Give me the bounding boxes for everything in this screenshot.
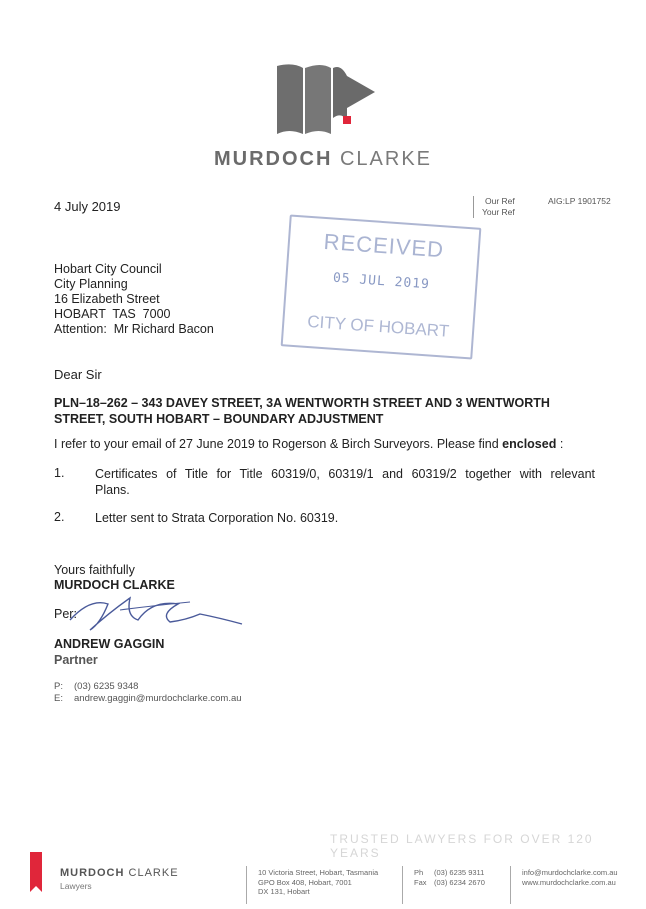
footer-logo-icon — [30, 852, 42, 892]
stamp-title: RECEIVED — [322, 228, 445, 263]
footer-tagline: TRUSTED LAWYERS FOR OVER 120 YEARS — [330, 832, 594, 860]
footer-phones — [414, 868, 485, 887]
subject-line-2: STREET, SOUTH HOBART – BOUNDARY ADJUSTMENT — [54, 412, 384, 426]
per-label: Per: — [54, 607, 77, 621]
address-line: Hobart City Council — [54, 262, 162, 276]
received-stamp — [281, 214, 482, 359]
footer-divider — [402, 866, 403, 904]
footer-address-line: GPO Box 408, Hobart, 7001 — [258, 877, 352, 887]
subject-heading — [54, 395, 594, 427]
footer-brand — [60, 867, 179, 879]
address-line: HOBART TAS 7000 — [54, 307, 171, 321]
subject-line-1: PLN–18–262 – 343 DAVEY STREET, 3A WENTWORTH STREET AND 3 WENTWORTH — [54, 396, 550, 410]
footer-brand-sub: Lawyers — [60, 881, 92, 891]
letter-date: 4 July 2019 — [54, 199, 121, 214]
footer-divider — [510, 866, 511, 904]
address-line: 16 Elizabeth Street — [54, 292, 160, 306]
footer-address — [258, 868, 378, 897]
signer-role: Partner — [54, 653, 98, 667]
intro-end: : — [556, 437, 564, 451]
footer-address-line: 10 Victoria Street, Hobart, Tasmania — [258, 868, 379, 877]
intro-paragraph — [54, 437, 599, 451]
letterhead-brand — [0, 148, 646, 171]
contact-details — [54, 681, 242, 705]
footer-fax: (03) 6234 2670 — [434, 877, 485, 887]
footer-fax-label: Fax — [414, 877, 427, 887]
closing-firm: MURDOCH CLARKE — [54, 578, 175, 592]
list-item-number: 1. — [54, 466, 65, 480]
brand-bold: MURDOCH — [213, 148, 333, 170]
brand-light: CLARKE — [339, 148, 433, 170]
footer-web — [522, 868, 618, 887]
stamp-date: 05 JUL 2019 — [332, 270, 431, 293]
footer-ph: (03) 6235 9311 — [434, 868, 485, 877]
salutation: Dear Sir — [54, 367, 102, 382]
email-label: E: — [54, 693, 63, 704]
book-logo-icon — [275, 62, 380, 142]
footer-brand-bold: MURDOCH — [60, 867, 125, 879]
signer-name: ANDREW GAGGIN — [54, 637, 165, 651]
footer-email: info@murdochclarke.com.au — [522, 868, 618, 877]
reference-labels — [473, 196, 515, 218]
list-item-line: Letter sent to Strata Corporation No. 60319. — [95, 511, 339, 525]
list-item — [95, 510, 595, 526]
our-ref-value: AIG:LP 1901752 — [548, 196, 611, 206]
recipient-address — [54, 262, 214, 337]
your-ref-label: Your Ref — [482, 207, 515, 217]
intro-text: I refer to your email of 27 June 2019 to Rogerson & Birch Surveyors. Please find — [54, 437, 503, 451]
valediction: Yours faithfully — [54, 563, 135, 577]
list-item-number: 2. — [54, 510, 65, 524]
closing-block — [54, 563, 175, 593]
signature-icon — [60, 590, 250, 635]
address-line: City Planning — [54, 277, 128, 291]
email-value: andrew.gaggin@murdochclarke.com.au — [74, 693, 242, 704]
address-line: Attention: Mr Richard Bacon — [54, 322, 214, 336]
intro-bold: enclosed — [502, 437, 557, 451]
phone-value: (03) 6235 9348 — [74, 681, 139, 692]
stamp-city: CITY OF HOBART — [306, 311, 450, 341]
footer-website: www.murdochclarke.com.au — [522, 877, 616, 887]
our-ref-label: Our Ref — [485, 196, 515, 206]
footer-divider — [246, 866, 247, 904]
footer-address-line: DX 131, Hobart — [258, 887, 310, 896]
list-item-line: Plans. — [95, 483, 130, 497]
footer-ph-label: Ph — [414, 868, 424, 877]
footer-brand-light: CLARKE — [128, 867, 179, 879]
phone-label: P: — [54, 681, 63, 692]
list-item — [95, 466, 595, 498]
list-item-line: Certificates of Title for Title 60319/0, 60319/1 and 60319/2 together with relevant — [95, 467, 595, 481]
